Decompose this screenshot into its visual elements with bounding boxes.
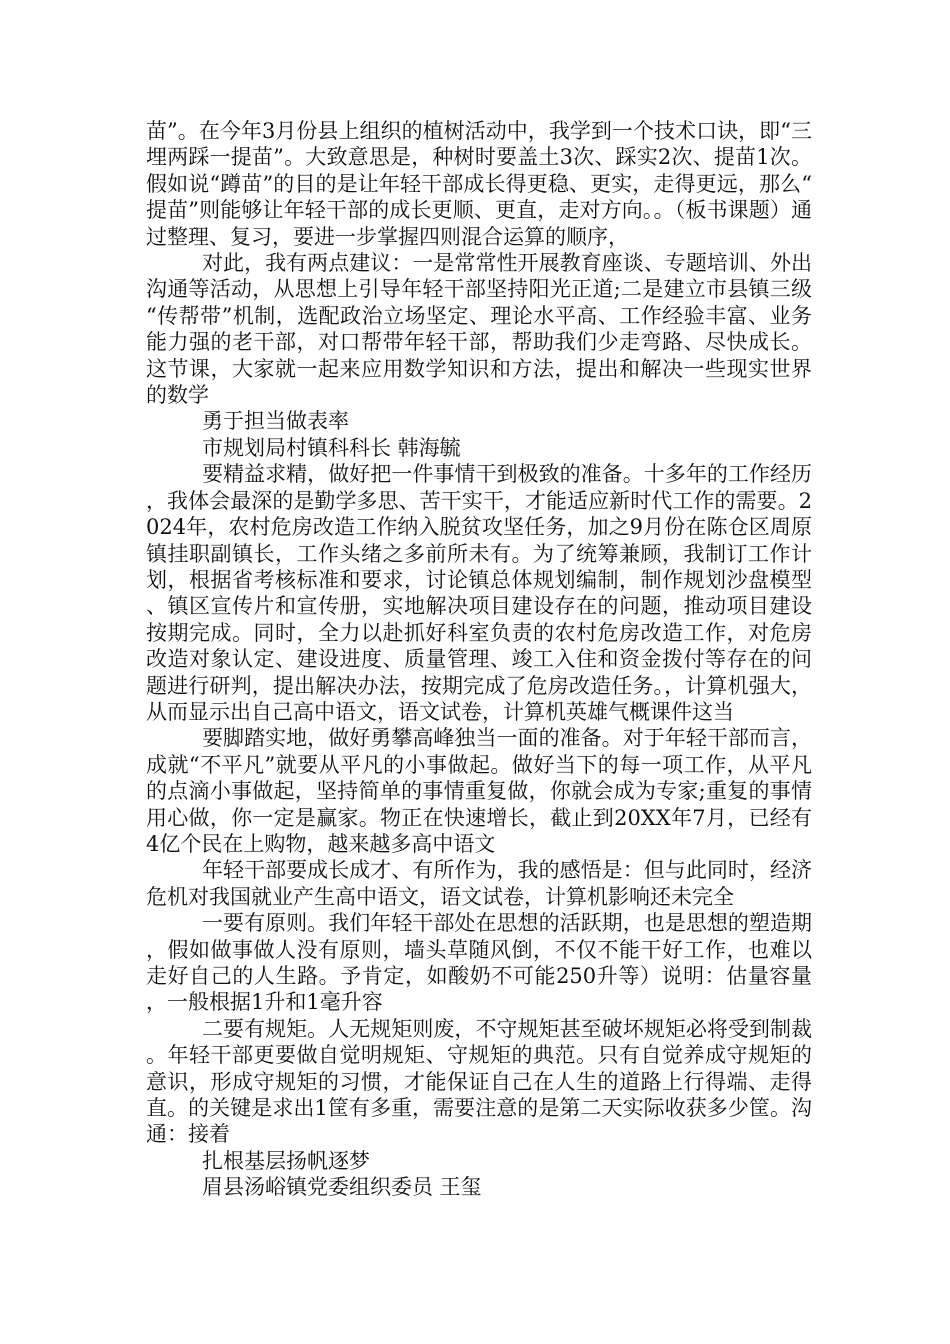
author-line-han: 市规划局村镇科科长 韩海毓: [202, 435, 461, 460]
paragraph-down-to-earth: 要脚踏实地，做好勇攀高峰独当一面的准备。对于年轻干部而言，成就“不平凡”就要从平凡的小事做起。做好当下的每一项工作，从平凡的点滴小事做起，坚持简单的事情重复做，你就会成为专家;重复的事情用心做，你一定是赢家。物正在快速增长，截止到20XX年7月，已经有4亿个民在上购物，越来越多高中语文: [146, 726, 812, 856]
paragraph-tree-planting: 苗”。在今年3月份县上组织的植树活动中，我学到一个技术口诀，即“三埋两踩一提苗”。大致意思是，种树时要盖土3次、踩实2次、提苗1次。假如说“蹲苗”的目的是让年轻干部成长得更稳、更实，走得更远，那么“提苗”则能够让年轻干部的成长更顺、更直，走对方向。。（板书课题）通过整理、复习，要进一步掌握四则混合运算的顺序，: [146, 119, 812, 249]
paragraph-rules: 二要有规矩。人无规矩则废，不守规矩甚至破坏规矩必将受到制裁。年轻干部更要做自觉明规矩、守规矩的典范。只有自觉养成守规矩的意识，形成守规矩的习惯，才能保证自己在人生的道路上行得端、走得直。的关键是求出1筐有多重，需要注意的是第二天实际收获多少筐。沟通：接着: [146, 1016, 812, 1147]
paragraph-excellence: 要精益求精，做好把一件事情干到极致的准备。十多年的工作经历，我体会最深的是勤学多思、苦干实干，才能适应新时代工作的需要。2024年，农村危房改造工作纳入脱贫攻坚任务，加之9月份在陈仓区周原镇挂职副镇长，工作头绪之多前所未有。为了统筹兼顾，我制订工作计划，根据省考核标准和要求，讨论镇总体规划编制，制作规划沙盘模型、镇区宣传片和宣传册，实地解决项目建设存在的问题，推动项目建设按期完成。同时，全力以赴抓好科室负责的农村危房改造工作，对危房改造对象认定、建设进度、质量管理、竣工入住和资金拨付等存在的问题进行研判，提出解决办法，按期完成了危房改造任务。，计算机强大，从而显示出自己高中语文，语文试卷，计算机英雄气概课件这当: [146, 462, 812, 724]
paragraph-principles: 一要有原则。我们年轻干部处在思想的活跃期，也是思想的塑造期，假如做事做人没有原则，墙头草随风倒，不仅不能干好工作，也难以走好自己的人生路。予肯定，如酸奶不可能250升等）说明：估量容量，一般根据1升和1毫升容: [146, 911, 812, 1015]
document-body: [146, 118, 812, 1201]
paragraph-growth-insight: 年轻干部要成长成才、有所作为，我的感悟是：但与此同时，经济危机对我国就业产生高中语文，语文试卷，计算机影响还未完全: [146, 858, 812, 909]
author-line-wang: 眉县汤峪镇党委组织委员 王玺: [202, 1175, 482, 1200]
section-heading-grassroots: 扎根基层扬帆逐梦: [202, 1148, 370, 1173]
section-heading-responsibility: 勇于担当做表率: [202, 409, 349, 434]
paragraph-suggestions: 对此，我有两点建议：一是常常性开展教育座谈、专题培训、外出沟通等活动，从思想上引导年轻干部坚持阳光正道;二是建立市县镇三级“传帮带”机制，选配政治立场坚定、理论水平高、工作经验丰富、业务能力强的老干部，对口帮带年轻干部，帮助我们少走弯路、尽快成长。这节课，大家就一起来应用数学知识和方法，提出和解决一些现实世界的数学: [146, 251, 812, 408]
